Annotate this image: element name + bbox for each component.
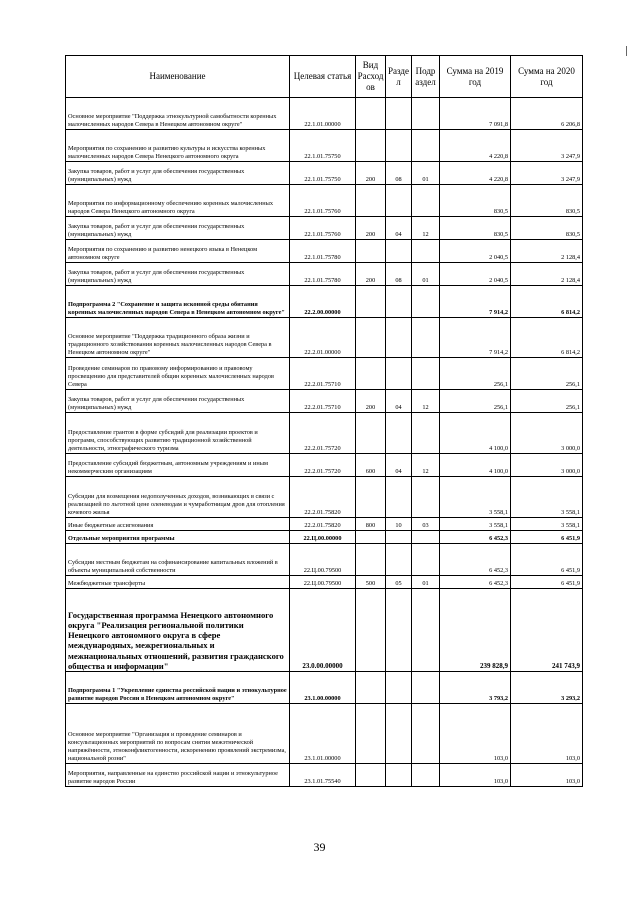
- row-section: 10: [386, 518, 412, 531]
- row-expense-type: [356, 589, 386, 672]
- row-target-code: 22.1.01.75760: [290, 185, 356, 217]
- row-target-code: 23.1.01.00000: [290, 704, 356, 764]
- row-sum-2019: 4 100,0: [440, 413, 511, 454]
- row-target-code: 22.1.01.75760: [290, 217, 356, 240]
- row-sum-2019: 6 452,3: [440, 531, 511, 544]
- row-expense-type: 200: [356, 390, 386, 413]
- row-sum-2020: 6 814,2: [511, 286, 583, 318]
- row-expense-type: [356, 240, 386, 263]
- row-name: Проведение семинаров по правовому информированию и правовому просвещению для представителей общин коренных малочисленных народов Севера: [66, 358, 290, 390]
- row-subsection: 01: [412, 263, 440, 286]
- row-section: [386, 672, 412, 704]
- row-name: Закупка товаров, работ и услуг для обеспечения государственных (муниципальных) нужд: [66, 217, 290, 240]
- row-sum-2019: 3 793,2: [440, 672, 511, 704]
- row-expense-type: 500: [356, 576, 386, 589]
- row-target-code: 22.2.00.00000: [290, 286, 356, 318]
- table-row: [66, 185, 583, 217]
- table-row: [66, 162, 583, 185]
- row-sum-2019: 3 558,1: [440, 518, 511, 531]
- row-expense-type: [356, 130, 386, 162]
- row-expense-type: 600: [356, 454, 386, 477]
- table-row: [66, 589, 583, 672]
- table-row: [66, 576, 583, 589]
- budget-table: [65, 55, 583, 787]
- row-target-code: 22.2.01.75720: [290, 413, 356, 454]
- row-sum-2020: 3 293,2: [511, 672, 583, 704]
- row-section: 04: [386, 454, 412, 477]
- row-name: Мероприятия по информационному обеспечению коренных малочисленных народов Севера Ненецкого автономного округа: [66, 185, 290, 217]
- row-sum-2020: 3 247,9: [511, 130, 583, 162]
- row-section: [386, 318, 412, 358]
- row-name: Основное мероприятие "Поддержка этнокультурной самобытности коренных малочисленных народов Севера в Ненецком автономном округе": [66, 98, 290, 130]
- row-subsection: [412, 764, 440, 787]
- row-subsection: [412, 130, 440, 162]
- table-row: [66, 518, 583, 531]
- row-expense-type: 200: [356, 263, 386, 286]
- row-subsection: [412, 358, 440, 390]
- table-header-row: [66, 56, 583, 98]
- row-subsection: [412, 544, 440, 576]
- table-row: [66, 531, 583, 544]
- page-number: 39: [313, 840, 326, 854]
- row-section: [386, 413, 412, 454]
- row-expense-type: [356, 764, 386, 787]
- row-section: 08: [386, 263, 412, 286]
- row-sum-2020: 103,0: [511, 704, 583, 764]
- row-sum-2020: 2 128,4: [511, 263, 583, 286]
- row-target-code: 22.Ц.00.79500: [290, 544, 356, 576]
- row-sum-2020: 2 128,4: [511, 240, 583, 263]
- row-expense-type: [356, 318, 386, 358]
- row-sum-2019: 830,5: [440, 185, 511, 217]
- row-section: [386, 98, 412, 130]
- row-name: Закупка товаров, работ и услуг для обеспечения государственных (муниципальных) нужд: [66, 390, 290, 413]
- header-type: Вид Расход ов: [356, 56, 386, 98]
- row-name: Субсидии местным бюджетам на софинансирование капитальных вложений в объекты муниципальной собственности: [66, 544, 290, 576]
- row-expense-type: 800: [356, 518, 386, 531]
- row-target-code: 22.1.01.75780: [290, 240, 356, 263]
- row-sum-2019: 7 091,8: [440, 98, 511, 130]
- row-subsection: [412, 413, 440, 454]
- row-subsection: 12: [412, 390, 440, 413]
- row-subsection: [412, 98, 440, 130]
- row-sum-2019: 7 914,2: [440, 318, 511, 358]
- row-name: Субсидии для возмещения недополученных доходов, возникающих в связи с реализацией по льготной цене оленеводам и чумработницам дров для отопления кочевого жилья: [66, 477, 290, 518]
- row-section: 04: [386, 390, 412, 413]
- row-subsection: [412, 477, 440, 518]
- row-section: [386, 286, 412, 318]
- table-row: [66, 286, 583, 318]
- row-name: Основное мероприятие "Поддержка традиционного образа жизни и традиционного хозяйствования коренных малочисленных народов Севера в Ненецком автономном округе": [66, 318, 290, 358]
- row-target-code: 22.2.01.75720: [290, 454, 356, 477]
- row-target-code: 23.1.01.75540: [290, 764, 356, 787]
- row-expense-type: [356, 531, 386, 544]
- row-target-code: 22.1.01.75750: [290, 130, 356, 162]
- header-target: Целевая статья: [290, 56, 356, 98]
- row-section: 05: [386, 576, 412, 589]
- row-subsection: 03: [412, 518, 440, 531]
- header-sum-2019: Сумма на 2019 год: [440, 56, 511, 98]
- row-sum-2020: 3 558,1: [511, 518, 583, 531]
- row-name: Отдельные мероприятия программы: [66, 531, 290, 544]
- row-sum-2020: 6 206,8: [511, 98, 583, 130]
- row-sum-2020: 6 451,9: [511, 576, 583, 589]
- row-sum-2020: 6 814,2: [511, 318, 583, 358]
- row-section: [386, 477, 412, 518]
- row-target-code: 22.1.01.75780: [290, 263, 356, 286]
- row-sum-2019: 256,1: [440, 390, 511, 413]
- row-sum-2020: 830,5: [511, 185, 583, 217]
- header-subsection: Подр аздел: [412, 56, 440, 98]
- table-row: [66, 98, 583, 130]
- row-section: [386, 185, 412, 217]
- row-expense-type: 200: [356, 217, 386, 240]
- row-sum-2020: 3 000,0: [511, 413, 583, 454]
- table-row: [66, 672, 583, 704]
- header-name: Наименование: [66, 56, 290, 98]
- row-subsection: 01: [412, 162, 440, 185]
- row-sum-2020: 3 000,0: [511, 454, 583, 477]
- table-body: [66, 98, 583, 787]
- row-sum-2019: 256,1: [440, 358, 511, 390]
- row-sum-2019: 6 452,3: [440, 544, 511, 576]
- table-row: [66, 217, 583, 240]
- row-expense-type: [356, 185, 386, 217]
- row-section: [386, 704, 412, 764]
- row-target-code: 22.2.01.75710: [290, 358, 356, 390]
- row-target-code: 22.2.01.75710: [290, 390, 356, 413]
- row-sum-2020: 830,5: [511, 217, 583, 240]
- row-subsection: [412, 531, 440, 544]
- row-name: Иные бюджетные ассигнования: [66, 518, 290, 531]
- row-target-code: 23.1.00.00000: [290, 672, 356, 704]
- row-sum-2020: 103,0: [511, 764, 583, 787]
- table-row: [66, 477, 583, 518]
- row-name: Мероприятия по сохранению и развитию ненецкого языка в Ненецком автономном округе: [66, 240, 290, 263]
- row-name: Подпрограмма 2 "Сохранение и защита исконной среды обитания коренных малочисленных народов Севера в Ненецком автономном округе": [66, 286, 290, 318]
- row-sum-2019: 6 452,3: [440, 576, 511, 589]
- row-sum-2020: 256,1: [511, 390, 583, 413]
- row-sum-2019: 4 220,8: [440, 130, 511, 162]
- row-subsection: [412, 704, 440, 764]
- row-subsection: [412, 185, 440, 217]
- row-expense-type: [356, 704, 386, 764]
- row-target-code: 23.0.00.00000: [290, 589, 356, 672]
- row-expense-type: [356, 413, 386, 454]
- table-row: [66, 764, 583, 787]
- table-row: [66, 413, 583, 454]
- table-row: [66, 544, 583, 576]
- row-section: [386, 764, 412, 787]
- row-sum-2019: 103,0: [440, 704, 511, 764]
- row-sum-2019: 830,5: [440, 217, 511, 240]
- row-name: Закупка товаров, работ и услуг для обеспечения государственных (муниципальных) нужд: [66, 263, 290, 286]
- row-sum-2020: 3 247,9: [511, 162, 583, 185]
- table-row: [66, 390, 583, 413]
- row-sum-2019: 103,0: [440, 764, 511, 787]
- row-expense-type: [356, 286, 386, 318]
- table-row: [66, 454, 583, 477]
- row-target-code: 22.2.01.00000: [290, 318, 356, 358]
- table-row: [66, 130, 583, 162]
- row-target-code: 22.Ц.00.79500: [290, 576, 356, 589]
- row-sum-2019: 4 100,0: [440, 454, 511, 477]
- row-expense-type: [356, 98, 386, 130]
- table-row: [66, 358, 583, 390]
- row-name: Основное мероприятие "Организация и проведение семинаров и консультационных мероприятий по вопросам снятия межэтнической напряжённости, этноконфликтогенности, искоренению проявлений экстремизма, национальной розни": [66, 704, 290, 764]
- row-section: [386, 240, 412, 263]
- row-expense-type: [356, 477, 386, 518]
- header-section: Разде л: [386, 56, 412, 98]
- table-row: [66, 240, 583, 263]
- row-subsection: 12: [412, 217, 440, 240]
- row-sum-2019: 2 040,5: [440, 263, 511, 286]
- row-section: [386, 589, 412, 672]
- row-subsection: 12: [412, 454, 440, 477]
- row-expense-type: [356, 358, 386, 390]
- row-sum-2019: 4 220,8: [440, 162, 511, 185]
- row-sum-2019: 7 914,2: [440, 286, 511, 318]
- row-target-code: 22.1.01.00000: [290, 98, 356, 130]
- row-sum-2019: 3 558,1: [440, 477, 511, 518]
- row-subsection: [412, 589, 440, 672]
- row-subsection: [412, 240, 440, 263]
- row-name: Мероприятия, направленные на единство российской нации и этнокультурное развитие народов России: [66, 764, 290, 787]
- row-target-code: 22.Ц.00.00000: [290, 531, 356, 544]
- row-sum-2019: 2 040,5: [440, 240, 511, 263]
- row-target-code: 22.2.01.75820: [290, 477, 356, 518]
- row-section: [386, 531, 412, 544]
- row-name: Подпрограмма 1 "Укрепление единства российской нации и этнокультурное развитие народов России в Ненецком автономном округе": [66, 672, 290, 704]
- row-sum-2020: 6 451,9: [511, 531, 583, 544]
- row-target-code: 22.2.01.75820: [290, 518, 356, 531]
- row-name: Государственная программа Ненецкого автономного округа "Реализация региональной политики Ненецкого автономного округа в сфере международных, межрегиональных и межнациональных отношений, развития гражданского общества и информации": [66, 589, 290, 672]
- row-sum-2020: 6 451,9: [511, 544, 583, 576]
- row-subsection: 01: [412, 576, 440, 589]
- row-name: Межбюджетные трансферты: [66, 576, 290, 589]
- row-subsection: [412, 318, 440, 358]
- row-target-code: 22.1.01.75750: [290, 162, 356, 185]
- row-section: 08: [386, 162, 412, 185]
- row-section: [386, 544, 412, 576]
- row-name: Мероприятия по сохранению и развитию культуры и искусства коренных малочисленных народов Севера Ненецкого автономного округа: [66, 130, 290, 162]
- row-section: [386, 130, 412, 162]
- row-name: Закупка товаров, работ и услуг для обеспечения государственных (муниципальных) нужд: [66, 162, 290, 185]
- row-expense-type: [356, 672, 386, 704]
- row-subsection: [412, 286, 440, 318]
- table-row: [66, 263, 583, 286]
- row-section: 04: [386, 217, 412, 240]
- row-sum-2020: 3 558,1: [511, 477, 583, 518]
- row-name: Предоставление субсидий бюджетным, автономным учреждениям и иным некоммерческим организациям: [66, 454, 290, 477]
- row-section: [386, 358, 412, 390]
- row-name: Предоставление грантов в форме субсидий для реализации проектов и программ, способствующих развитию традиционной хозяйственной деятельности, этнографического туризма: [66, 413, 290, 454]
- table-row: [66, 318, 583, 358]
- table-row: [66, 704, 583, 764]
- row-subsection: [412, 672, 440, 704]
- row-expense-type: 200: [356, 162, 386, 185]
- row-sum-2020: 241 743,9: [511, 589, 583, 672]
- header-sum-2020: Сумма на 2020 год: [511, 56, 583, 98]
- row-expense-type: [356, 544, 386, 576]
- row-sum-2020: 256,1: [511, 358, 583, 390]
- scan-edge-mark: [626, 46, 633, 56]
- row-sum-2019: 239 828,9: [440, 589, 511, 672]
